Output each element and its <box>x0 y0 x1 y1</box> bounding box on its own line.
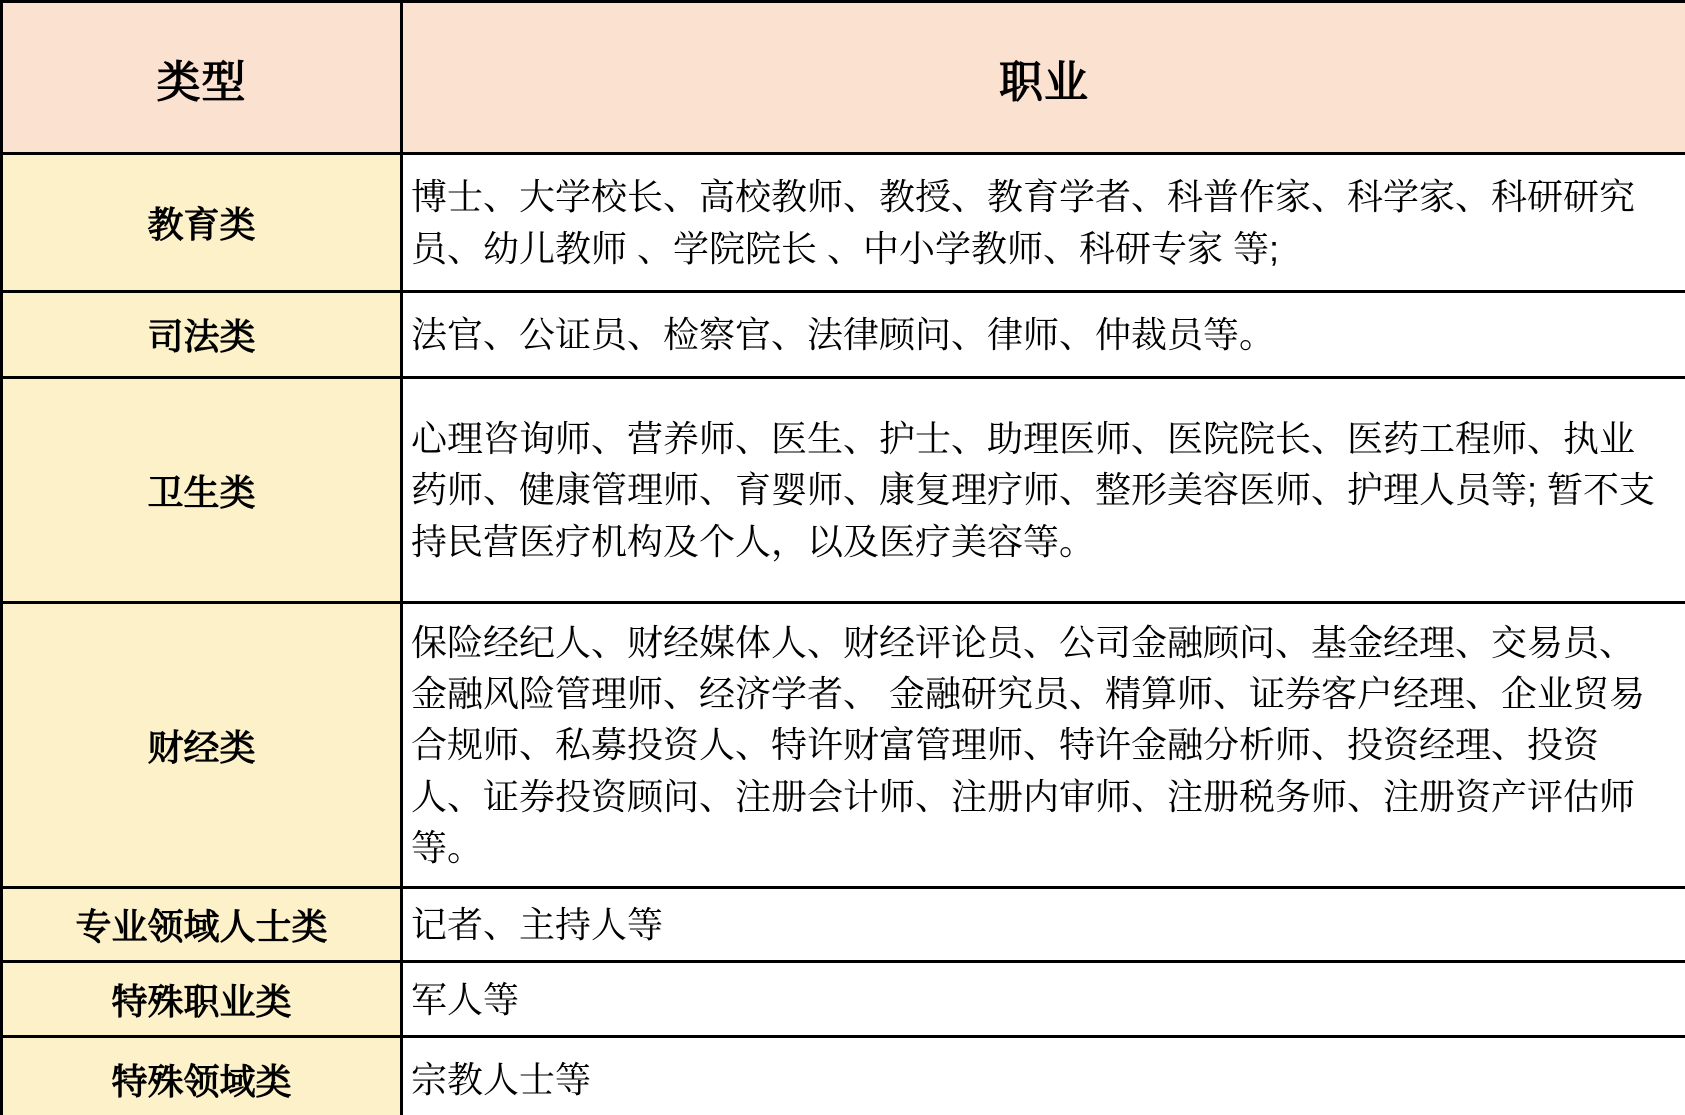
table-row-education <box>2 154 1685 292</box>
category-cell: 特殊职业类 <box>2 962 402 1037</box>
table-row-health <box>2 378 1685 603</box>
occupations-cell: 心理咨询师、营养师、医生、护士、助理医师、医院院长、医药工程师、执业药师、健康管理师、育婴师、康复理疗师、整形美容医师、护理人员等; 暂不支持民营医疗机构及个人，以及医疗美容等。 <box>402 378 1685 603</box>
occupations-cell: 宗教人士等 <box>402 1037 1685 1115</box>
table-row-finance <box>2 603 1685 888</box>
occupations-cell: 博士、大学校长、高校教师、教授、教育学者、科普作家、科学家、科研研究员、幼儿教师 、学院院长 、中小学教师、科研专家 等; <box>402 154 1685 292</box>
category-cell: 卫生类 <box>2 378 402 603</box>
header-row <box>2 2 1685 154</box>
table-row-special-field <box>2 1037 1685 1115</box>
table-row-special-occupation <box>2 962 1685 1037</box>
category-cell: 专业领域人士类 <box>2 888 402 962</box>
table-row-professional-field <box>2 888 1685 962</box>
table-row-judicial <box>2 292 1685 378</box>
category-cell: 财经类 <box>2 603 402 888</box>
category-cell: 司法类 <box>2 292 402 378</box>
occupations-cell: 保险经纪人、财经媒体人、财经评论员、公司金融顾问、基金经理、交易员、金融风险管理师、经济学者、 金融研究员、精算师、证券客户经理、企业贸易合规师、私募投资人、特许财富管理师、特许金融分析师、投资经理、投资人、证券投资顾问、注册会计师、注册内审师、注册税务师、注册资产评估师等。 <box>402 603 1685 888</box>
column-header-occupation: 职业 <box>402 2 1685 154</box>
occupations-cell: 记者、主持人等 <box>402 888 1685 962</box>
category-cell: 特殊领域类 <box>2 1037 402 1115</box>
category-cell: 教育类 <box>2 154 402 292</box>
occupations-cell: 法官、公证员、检察官、法律顾问、律师、仲裁员等。 <box>402 292 1685 378</box>
column-header-type: 类型 <box>2 2 402 154</box>
occupations-cell: 军人等 <box>402 962 1685 1037</box>
